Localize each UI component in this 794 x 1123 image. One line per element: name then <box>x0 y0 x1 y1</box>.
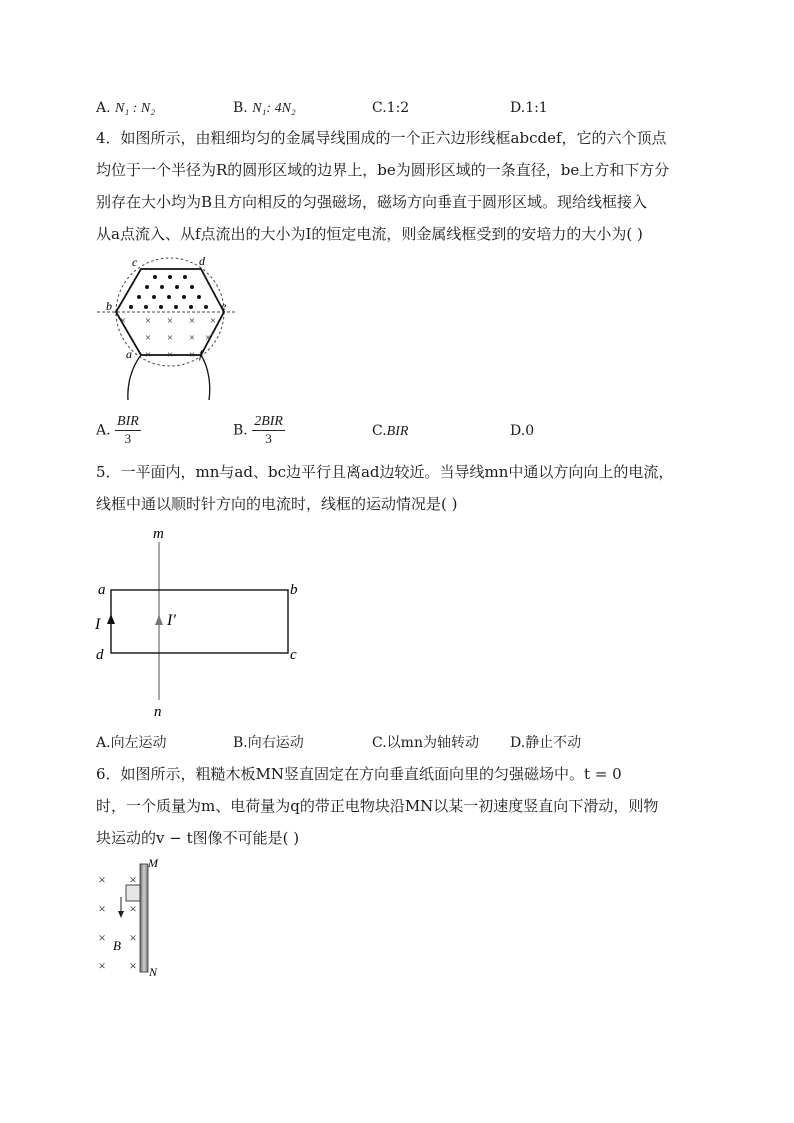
label-a: a <box>126 347 132 361</box>
option-text: 以mn为轴转动 <box>386 735 479 751</box>
option-text: 1:1 <box>525 100 548 116</box>
option-key: C. <box>372 423 387 439</box>
q5-option-b[interactable] <box>233 733 304 753</box>
svg-text:×: × <box>129 872 137 887</box>
fraction <box>115 414 141 447</box>
fraction-numerator: 2BIR <box>254 414 283 429</box>
q4-option-c[interactable] <box>372 421 408 442</box>
q6-text: 如图所示，粗糙木板MN竖直固定在方向垂直纸面向里的匀强磁场中。t = 0 <box>120 765 622 783</box>
label-f: f <box>199 347 203 361</box>
q6-stem-line-1 <box>96 764 622 784</box>
label-b: b <box>290 582 298 598</box>
svg-text:×: × <box>129 958 137 973</box>
velocity-arrowhead <box>118 911 124 918</box>
label-N: N <box>149 965 158 979</box>
lead-wire-f <box>201 355 210 400</box>
wire-current-arrow <box>155 615 163 625</box>
option-text: N₁ : N₂ <box>115 101 156 116</box>
lead-wire-a <box>128 355 141 400</box>
fraction-denominator: 3 <box>265 431 272 446</box>
option-text: 向右运动 <box>247 735 304 751</box>
svg-text:×: × <box>98 901 106 916</box>
option-key: B. <box>233 100 248 116</box>
question-number: 4． <box>96 129 121 147</box>
svg-text:×: × <box>188 332 196 344</box>
q3-option-b[interactable] <box>233 98 296 119</box>
q5-stem-line-1 <box>96 462 673 482</box>
frame-current-arrow <box>107 614 115 624</box>
rectangular-frame-abcd <box>111 590 288 653</box>
svg-text:×: × <box>98 930 106 945</box>
option-text: 1:2 <box>386 100 410 116</box>
fraction-denominator: 3 <box>124 431 132 446</box>
option-key: D. <box>510 100 526 116</box>
q4-stem-line-2: 均位于一个半径为R的圆形区域的边界上，be为圆形区域的一条直径，be上方和下方分 <box>96 161 670 179</box>
q4-hexagon-figure <box>95 250 245 402</box>
q5-option-d[interactable] <box>510 733 581 753</box>
label-c: c <box>132 255 138 269</box>
fraction <box>252 414 285 447</box>
svg-text:×: × <box>188 315 196 327</box>
q3-option-c[interactable] <box>372 98 409 118</box>
svg-text:×: × <box>98 872 106 887</box>
option-text: N₁: 4N₂ <box>252 101 296 116</box>
q6-stem-line-3: 块运动的v − t图像不可能是( ) <box>96 829 300 847</box>
svg-text:×: × <box>129 930 137 945</box>
label-current-I-prime: I′ <box>167 612 176 629</box>
label-B: B <box>113 938 121 953</box>
svg-text:×: × <box>166 332 174 344</box>
question-number: 5． <box>96 463 121 481</box>
option-key: A. <box>96 100 111 116</box>
svg-text:×: × <box>166 349 174 361</box>
option-key: C. <box>372 735 387 751</box>
q6-board-figure <box>90 852 180 982</box>
option-key: B. <box>233 735 248 751</box>
field-dots-out <box>129 275 208 309</box>
svg-text:×: × <box>209 315 217 327</box>
q6-stem-line-2: 时，一个质量为m、电荷量为q的带正电物块沿MN以某一初速度竖直向下滑动，则物 <box>96 797 659 815</box>
q4-stem-line-4: 从a点流入、从f点流出的大小为I的恒定电流，则金属线框受到的安培力的大小为( ) <box>96 225 643 243</box>
label-e: e <box>221 299 227 313</box>
q4-text: 如图所示，由粗细均匀的金属导线围成的一个正六边形线框abcdef，它的六个顶点 <box>120 129 667 147</box>
charged-block <box>126 885 140 901</box>
q5-option-c[interactable] <box>372 733 479 753</box>
option-key: D. <box>510 735 526 751</box>
option-key: A. <box>96 422 111 439</box>
label-d: d <box>96 647 104 663</box>
option-text: 向左运动 <box>110 735 167 751</box>
option-key: B. <box>233 422 248 439</box>
svg-text:×: × <box>166 315 174 327</box>
option-text: 0 <box>525 423 535 439</box>
q3-option-d[interactable] <box>510 98 548 118</box>
label-current-I: I <box>95 616 101 633</box>
q5-text: 一平面内，mn与ad、bc边平行且离ad边较近。当导线mn中通以方向向上的电流， <box>120 463 674 481</box>
option-key: D. <box>510 423 526 439</box>
label-d: d <box>199 254 205 268</box>
option-key: A. <box>96 735 111 751</box>
svg-text:×: × <box>98 958 106 973</box>
svg-text:×: × <box>129 901 137 916</box>
q4-option-a[interactable] <box>96 414 141 447</box>
svg-text:×: × <box>144 332 152 344</box>
q4-option-b[interactable] <box>233 414 285 447</box>
q3-option-a[interactable] <box>96 98 155 119</box>
fraction-numerator: BIR <box>117 414 139 429</box>
option-text: 静止不动 <box>525 735 582 751</box>
q4-stem-line-1 <box>96 128 667 148</box>
q4-stem-line-3: 别存在大小均为B且方向相反的匀强磁场，磁场方向垂直于圆形区域。现给线框接入 <box>96 193 648 211</box>
board-mn <box>140 864 148 972</box>
svg-text:×: × <box>119 315 127 327</box>
label-b: b <box>106 299 112 313</box>
q5-wire-frame-figure <box>90 524 310 720</box>
q4-option-d[interactable] <box>510 421 534 441</box>
q5-option-a[interactable] <box>96 733 167 753</box>
label-m: m <box>153 526 164 542</box>
label-a: a <box>98 582 106 598</box>
svg-text:×: × <box>144 315 152 327</box>
label-n: n <box>154 704 162 720</box>
option-text: BIR <box>386 424 409 439</box>
label-M: M <box>148 856 158 870</box>
q5-stem-line-2: 线框中通以顺时针方向的电流时，线框的运动情况是( ) <box>96 495 458 513</box>
question-number: 6． <box>96 765 121 783</box>
svg-text:×: × <box>188 349 196 361</box>
option-key: C. <box>372 100 387 116</box>
label-c: c <box>290 647 297 663</box>
svg-text:×: × <box>204 332 212 344</box>
svg-text:×: × <box>144 349 152 361</box>
